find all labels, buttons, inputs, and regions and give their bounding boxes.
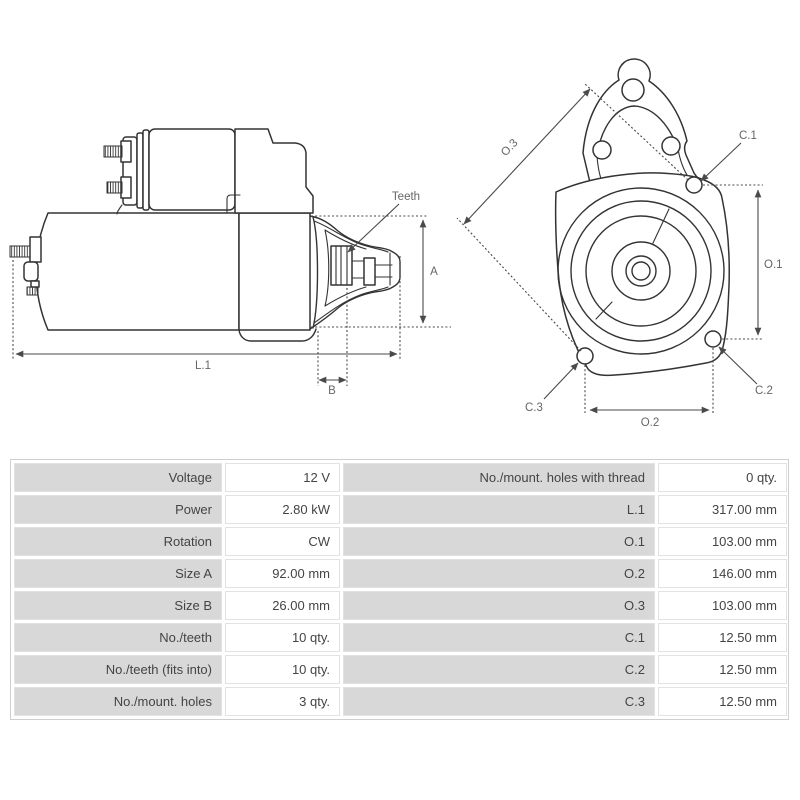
- c3-leader-line: [544, 363, 578, 399]
- front-view-starter-motor: [556, 59, 730, 375]
- label-b: B: [328, 385, 336, 397]
- spec-row: [14, 559, 787, 588]
- label-c3: C.3: [525, 402, 543, 414]
- label-teeth: Teeth: [391, 191, 421, 203]
- spec-value: 2.80 kW: [225, 495, 340, 524]
- spec-value: 12.50 mm: [658, 655, 787, 684]
- drive-housing-block: [235, 129, 313, 213]
- spec-label: C.1: [343, 623, 655, 652]
- spec-label: L.1: [343, 495, 655, 524]
- threaded-stud: [10, 246, 30, 257]
- spec-value: 0 qty.: [658, 463, 787, 492]
- spec-label: Size B: [14, 591, 222, 620]
- spec-value: 3 qty.: [225, 687, 340, 716]
- spec-label: No./mount. holes with thread: [343, 463, 655, 492]
- spec-value: 92.00 mm: [225, 559, 340, 588]
- bracket-top-hole: [622, 79, 644, 101]
- label-o3: O.3: [499, 137, 521, 159]
- teeth-leader-line: [348, 204, 399, 252]
- spec-label: C.2: [343, 655, 655, 684]
- label-o1: O.1: [764, 259, 783, 271]
- bell-rim: [313, 217, 318, 328]
- drive-bell-outline: [310, 216, 400, 329]
- spec-label: Rotation: [14, 527, 222, 556]
- spec-value: 12 V: [225, 463, 340, 492]
- spec-label: O.1: [343, 527, 655, 556]
- spec-table: [10, 459, 789, 720]
- spec-row: [14, 655, 787, 684]
- label-a: A: [430, 266, 438, 278]
- label-c2: C.2: [755, 385, 773, 397]
- spec-row: [14, 527, 787, 556]
- spec-value: 317.00 mm: [658, 495, 787, 524]
- spec-label: Power: [14, 495, 222, 524]
- label-c1: C.1: [739, 130, 757, 142]
- top-bracket: [583, 59, 706, 191]
- center-housing: [239, 213, 310, 330]
- spec-value: 103.00 mm: [658, 591, 787, 620]
- spec-label: No./teeth: [14, 623, 222, 652]
- spec-value: 146.00 mm: [658, 559, 787, 588]
- solenoid-cap-ring: [137, 133, 143, 208]
- spec-value: 12.50 mm: [658, 687, 787, 716]
- threaded-stud: [107, 182, 122, 193]
- mount-hole-c3: [577, 348, 593, 364]
- spec-label: C.3: [343, 687, 655, 716]
- spec-row: [14, 463, 787, 492]
- spec-label: Size A: [14, 559, 222, 588]
- motor-body: [36, 213, 239, 330]
- housing-step: [239, 329, 316, 341]
- spec-value: 26.00 mm: [225, 591, 340, 620]
- shaft-collar: [364, 258, 375, 285]
- c2-leader-line: [719, 347, 757, 384]
- terminal-connector: [24, 262, 38, 281]
- spec-row: [14, 687, 787, 716]
- mount-hole-c2: [705, 331, 721, 347]
- terminal-block: [31, 281, 39, 287]
- spec-value: 103.00 mm: [658, 527, 787, 556]
- spec-row: [14, 623, 787, 652]
- mounting-flange: [556, 173, 730, 375]
- label-o2: O.2: [640, 417, 660, 429]
- solenoid-body: [149, 129, 235, 210]
- spec-value: CW: [225, 527, 340, 556]
- threaded-stud: [104, 146, 122, 157]
- threaded-stub: [27, 287, 38, 295]
- spec-label: Voltage: [14, 463, 222, 492]
- side-view-starter-motor: [10, 129, 400, 341]
- solenoid-cap-ring: [143, 130, 149, 210]
- spec-label: No./teeth (fits into): [14, 655, 222, 684]
- label-l1: L.1: [195, 360, 211, 372]
- bell-pocket: [325, 230, 329, 306]
- terminal-plate: [30, 237, 41, 262]
- c1-leader-line: [701, 143, 741, 181]
- spec-row: [14, 591, 787, 620]
- spec-value: 10 qty.: [225, 623, 340, 652]
- spec-value: 12.50 mm: [658, 623, 787, 652]
- bracket-hole: [593, 141, 611, 159]
- spec-value: 10 qty.: [225, 655, 340, 684]
- bracket-hole: [662, 137, 680, 155]
- spec-label: O.2: [343, 559, 655, 588]
- spec-label: No./mount. holes: [14, 687, 222, 716]
- spec-label: O.3: [343, 591, 655, 620]
- mount-hole-c1: [686, 177, 702, 193]
- spec-row: [14, 495, 787, 524]
